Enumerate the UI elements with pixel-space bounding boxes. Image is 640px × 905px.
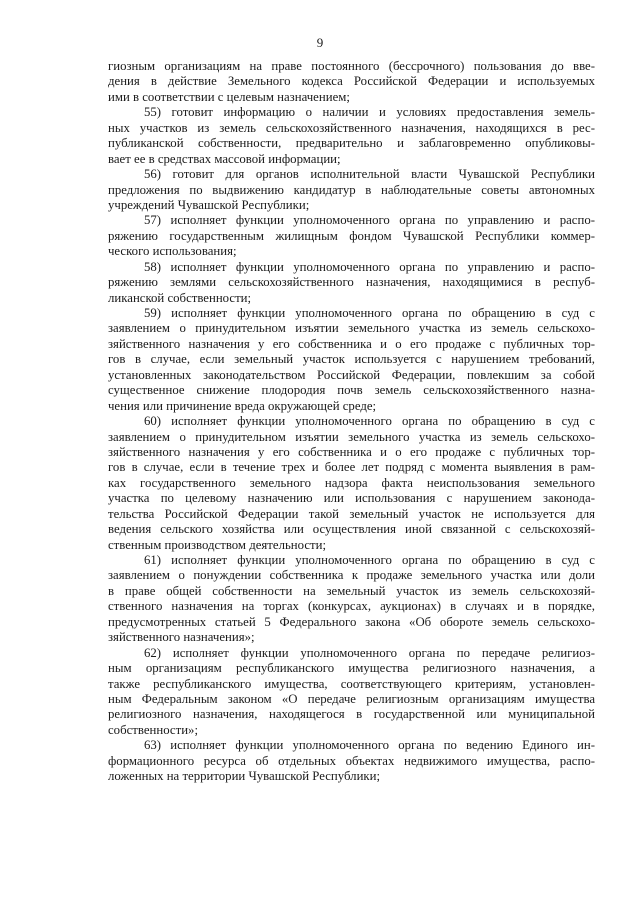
text-line: ственного назначения на торгах (конкурсах, аукционах) в случаях и в порядке,: [108, 599, 595, 614]
paragraph-5: [108, 306, 595, 414]
text-line: ряжению государственным жилищным фондом Чувашской Республики коммер-: [108, 228, 595, 243]
text-line: 62) исполняет функции уполномоченного органа по передаче религиоз-: [144, 645, 595, 660]
text-line: ликанской собственности;: [108, 290, 252, 305]
paragraph-9: [108, 738, 595, 784]
text-line: заявлением о принудительном изъятии земельного участка из земель сельскохо-: [108, 321, 595, 336]
text-line: формационного ресурса об отдельных объектах недвижимого имущества, распо-: [108, 753, 595, 768]
text-line: 63) исполняет функции уполномоченного органа по ведению Единого ин-: [144, 738, 595, 753]
text-line: заявлением о понуждении собственника к продаже земельного участка или доли: [108, 568, 595, 583]
paragraph-4: [108, 260, 595, 306]
text-line: религиозного назначения, находящегося в государственной или муниципальной: [108, 707, 595, 722]
text-line: ложенных на территории Чувашской Республики;: [108, 769, 381, 784]
text-line: ими в соответствии с целевым назначением;: [108, 89, 350, 104]
text-line: зяйственного назначения у его собственника и о его продаже с публичных тор-: [108, 444, 595, 459]
paragraph-8: [108, 646, 595, 739]
text-line: также республиканского имущества, соответствующего критериям, установлен-: [108, 676, 595, 691]
paragraph-0: [108, 59, 595, 105]
paragraph-1: [108, 105, 595, 167]
text-line: вает ее в средствах массовой информации;: [108, 151, 341, 166]
text-line: ным организациям республиканского имущества религиозного назначения, а: [108, 661, 595, 676]
text-line: ведения сельского хозяйства или осуществления иной связанной с сельскохозяй-: [108, 522, 595, 537]
text-line: 57) исполняет функции уполномоченного органа по управлению и распо-: [144, 213, 595, 228]
paragraph-6: [108, 414, 595, 553]
text-line: установленных законодательством Российской Федерации, повлекшим за собой: [108, 367, 595, 382]
text-line: зяйственного назначения»;: [108, 630, 255, 645]
text-line: ческого использования;: [108, 244, 237, 259]
text-line: 59) исполняет функции уполномоченного органа по обращению в суд с: [144, 306, 595, 320]
text-line: 56) готовит для органов исполнительной власти Чувашской Республики: [144, 167, 595, 182]
text-line: предусмотренных статьей 5 Федерального закона «Об обороте земель сельскохо-: [108, 614, 595, 629]
text-line: собственности»;: [108, 722, 198, 737]
text-line: ственным производством деятельности;: [108, 537, 327, 552]
text-line: ных участков из земель сельскохозяйственного назначения, находящихся в рес-: [108, 120, 595, 135]
text-line: чения или причинение вреда окружающей среде;: [108, 398, 377, 413]
text-line: гов в случае, если в течение трех и более лет подряд с момента выявления в рам-: [108, 460, 595, 475]
text-line: участка по целевому назначению или использования с нарушением законода-: [108, 491, 595, 506]
text-line: зяйственного назначения у его собственника и о его продаже с публичных тор-: [108, 336, 595, 351]
text-line: ках государственного земельного надзора факта неиспользования земельного: [108, 475, 595, 490]
text-line: в праве общей собственности на земельный участок из земель сельскохозяй-: [108, 583, 595, 598]
text-line: публиканской собственности, предварительно и заблаговременно опубликовы-: [108, 136, 595, 151]
text-line: заявлением о принудительном изъятии земельного участка из земель сельскохо-: [108, 429, 595, 444]
text-line: гов в случае, если земельный участок используется с нарушением требований,: [108, 352, 595, 367]
text-line: гиозным организациям на праве постоянного (бессрочного) пользования до вве-: [108, 59, 595, 73]
paragraph-3: [108, 213, 595, 259]
text-line: ным Федеральным законом «О передаче религиозным организациям имущества: [108, 691, 595, 706]
text-line: 58) исполняет функции уполномоченного органа по управлению и распо-: [144, 259, 595, 274]
text-line: тельства Российской Федерации такой земельный участок не используется для: [108, 506, 595, 521]
text-line: 55) готовит информацию о наличии и условиях предоставления земель-: [144, 105, 595, 120]
text-line: существенное снижение плодородия почв земель сельскохозяйственного назна-: [108, 383, 595, 398]
text-line: дения в действие Земельного кодекса Российской Федерации и используемых: [108, 74, 595, 89]
page-number: 9: [316, 35, 324, 50]
text-line: 61) исполняет функции уполномоченного органа по обращению в суд с: [144, 553, 595, 567]
document-body: [108, 59, 595, 785]
paragraph-7: [108, 553, 595, 646]
text-line: 60) исполняет функции уполномоченного органа по обращению в суд с: [144, 414, 595, 429]
text-line: ряжению землями сельскохозяйственного назначения, находящимися в респуб-: [108, 275, 595, 290]
text-line: учреждений Чувашской Республики;: [108, 197, 310, 212]
paragraph-2: [108, 167, 595, 213]
text-line: предложения по выдвижению кандидатур в наблюдательные советы автономных: [108, 182, 595, 197]
